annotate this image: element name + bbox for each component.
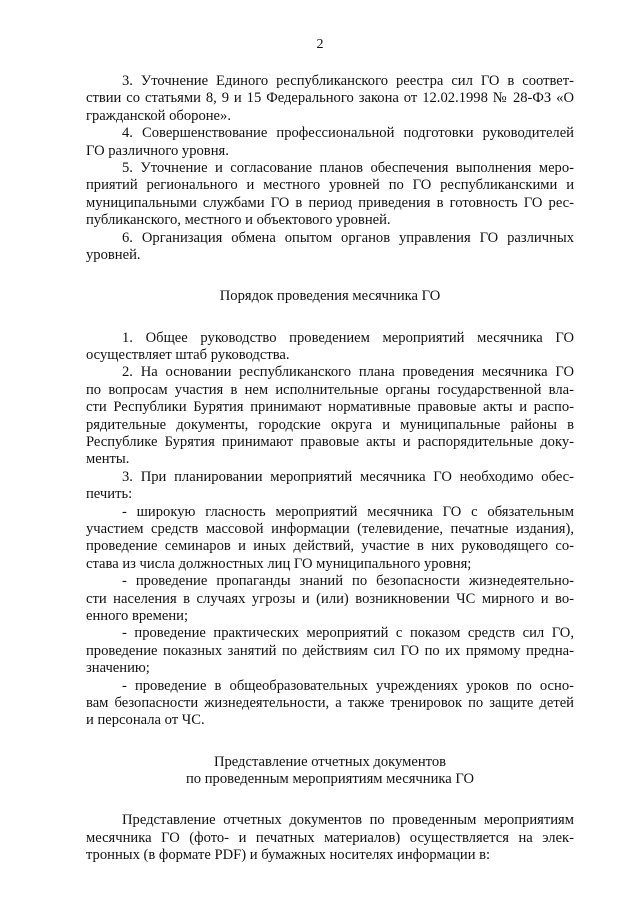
text-line: - широкую гласность мероприятий месячника ГО с обязательным (122, 503, 574, 520)
text-line: уровней. (86, 246, 141, 263)
section-heading-reports-line-1: Представление отчетных документов (213, 753, 447, 770)
text-line: 4. Совершенствование профессиональной подготовки руководителей (122, 125, 574, 142)
order-paragraph-1 (86, 330, 574, 365)
text-line: и персонала от ЧС. (86, 712, 205, 729)
text-line: осуществляет штаб руководства. (86, 347, 290, 364)
text-line: енного времени; (86, 607, 189, 624)
task-item-5 (86, 160, 574, 230)
section-heading-reports-line-2: по проведенным мероприятиям месячника ГО (185, 771, 474, 788)
reports-paragraph (86, 812, 574, 864)
text-line: - проведение в общеобразовательных учреждениях уроков по осно- (122, 677, 574, 694)
task-item-3 (86, 73, 574, 125)
text-line: проведение семинаров и иных действий, участие в них руководящего со- (86, 538, 574, 555)
text-line: Представление отчетных документов по проведенным мероприятиям (122, 812, 574, 829)
order-bullet-1 (86, 504, 574, 574)
task-item-4 (86, 125, 574, 160)
text-line: сти населения в случаях угрозы и (или) возникновении ЧС мирного и во- (86, 590, 574, 607)
text-line: менты. (86, 451, 130, 468)
text-line: приятий регионального и местного уровней по ГО республиканскими и (86, 177, 574, 194)
text-line: по вопросам участия в нем исполнительные органы государственной вла- (86, 381, 574, 398)
text-line: 6. Организация обмена опытом органов управления ГО различных (122, 229, 574, 246)
order-bullet-3 (86, 625, 574, 677)
text-line: муниципальными службами ГО в период приведения в готовность ГО рес- (86, 194, 574, 211)
text-line: вам безопасности жизнедеятельности, а также тренировок по защите детей (86, 694, 574, 711)
text-line: 2. На основании республиканского плана проведения месячника ГО (122, 364, 574, 381)
text-line: 3. При планировании мероприятий месячника ГО необходимо обес- (122, 468, 574, 485)
section-heading-order: Порядок проведения месячника ГО (219, 288, 441, 305)
text-line: гражданской обороне». (86, 107, 231, 124)
page-number: 2 (316, 37, 324, 52)
text-line: Республике Бурятия принимают правовые акты и распорядительные доку- (86, 434, 574, 451)
text-line: значению; (86, 660, 150, 677)
task-item-6 (86, 230, 574, 265)
text-line: рядительные документы, городские округа и муниципальные районы в (86, 416, 574, 433)
order-paragraph-2 (86, 364, 574, 468)
text-line: печить: (86, 486, 133, 503)
text-line: проведение показных занятий по действиям сил ГО по их прямому предна- (86, 642, 574, 659)
order-paragraph-3 (86, 469, 574, 504)
text-line: става из числа должностных лиц ГО муниципального уровня; (86, 555, 472, 572)
text-line: - проведение практических мероприятий с показом средств сил ГО, (122, 625, 574, 642)
text-line: 3. Уточнение Единого республиканского реестра сил ГО в соответ- (122, 73, 574, 89)
text-line: публиканского, местного и объектового уровней. (86, 212, 391, 229)
text-line: месячника ГО (фото- и печатных материалов) осуществляется на элек- (86, 829, 574, 846)
text-line: участием средств массовой информации (телевидение, печатные издания), (86, 520, 574, 537)
text-line: - проведение пропаганды знаний по безопасности жизнедеятельно- (122, 573, 574, 590)
text-line: тронных (в формате PDF) и бумажных носителях информации в: (86, 847, 491, 864)
text-line: 5. Уточнение и согласование планов обеспечения выполнения меро- (122, 159, 574, 176)
document-body (86, 73, 574, 865)
text-line: 1. Общее руководство проведением мероприятий месячника ГО (122, 329, 574, 346)
order-bullet-2 (86, 573, 574, 625)
text-line: ствии со статьями 8, 9 и 15 Федерального закона от 12.02.1998 № 28-ФЗ «О (86, 90, 574, 107)
order-bullet-4 (86, 678, 574, 730)
text-line: ГО различного уровня. (86, 142, 229, 159)
text-line: сти Республики Бурятия принимают нормативные правовые акты и распо- (86, 399, 574, 416)
